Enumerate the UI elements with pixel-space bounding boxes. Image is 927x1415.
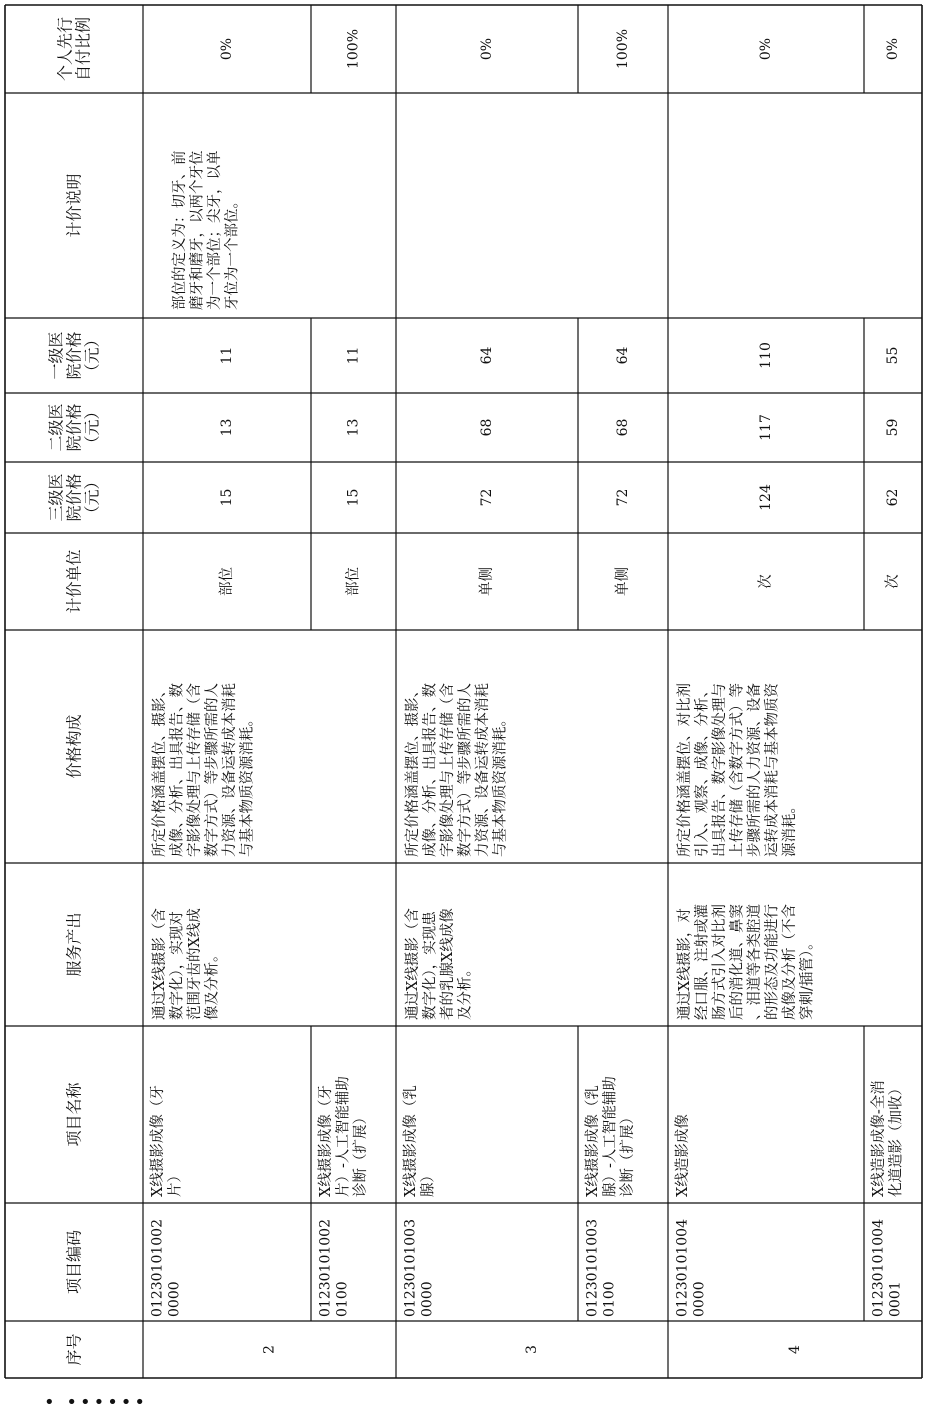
cell-unit: 单侧 (479, 567, 495, 596)
cell-name: X线造影成像 (674, 1114, 691, 1197)
cell-price1: 64 (479, 346, 495, 365)
cell-composition: 数字方式）等步骤所需的人 (204, 683, 221, 857)
cell-price3: 15 (219, 488, 235, 507)
cell-selfpay: 100% (345, 28, 362, 70)
cell-code: 0001 (887, 1281, 904, 1317)
cell-composition: 出具报告、数字影像处理与 (711, 683, 728, 857)
header-selfpay: 自付比例 (73, 16, 93, 82)
cell-service: 穿刺/插管）。 (799, 935, 816, 1020)
cell-name: 片）-人工智能辅助 (335, 1076, 352, 1197)
cell-selfpay: 0% (885, 37, 901, 61)
cell-service: 及分析。 (457, 962, 474, 1020)
cell-note: 为一个部位；尖牙，以单 (206, 150, 223, 310)
cell-service: 、泪道等各类腔道 (746, 904, 763, 1020)
cell-note: 部位的定义为：切牙、前 (171, 150, 188, 310)
header-price1: （元） (82, 331, 102, 380)
cell-composition: 上传存储（含数字方式）等 (729, 683, 746, 857)
cell-code: 0000 (166, 1281, 183, 1317)
cell-unit: 单侧 (615, 567, 631, 596)
header-unit: 计价单位 (64, 549, 84, 614)
cell-name: 诊断（扩展） (619, 1110, 636, 1197)
cell-name: X线摄影成像（乳 (402, 1085, 419, 1197)
cell-service: 像及分析。 (204, 947, 221, 1020)
cell-price2: 13 (345, 418, 362, 437)
cell-name: 腺）-人工智能辅助 (602, 1076, 619, 1197)
cell-price2: 68 (479, 418, 495, 437)
cell-service: 者的乳腺X线成像 (439, 908, 456, 1020)
cell-code: 01230101004 (674, 1219, 691, 1317)
table-cells (47, 17, 905, 1366)
footer-ellipsis: • •••••• (44, 1392, 149, 1413)
cell-price3: 15 (345, 488, 362, 507)
cell-service: 后的消化道、鼻窦 (729, 904, 746, 1020)
cell-price1: 55 (885, 346, 901, 365)
cell-composition: 所定价格涵盖摆位、对比剂 (676, 683, 693, 857)
cell-composition: 所定价格涵盖摆位、摄影、 (404, 683, 421, 857)
cell-name: X线摄影成像（乳 (584, 1085, 601, 1197)
cell-price3: 72 (479, 488, 495, 507)
cell-selfpay: 0% (219, 37, 235, 61)
header-price2: 二级医 (46, 403, 66, 452)
cell-unit: 部位 (219, 567, 235, 596)
cell-composition: 引入、观察、成像、分析、 (694, 683, 711, 857)
cell-name: 诊断（扩展） (352, 1110, 369, 1197)
cell-price1: 11 (219, 346, 235, 365)
cell-selfpay: 100% (615, 28, 631, 70)
cell-composition: 与基本物质资源消耗。 (239, 712, 256, 857)
header-price1: 一级医 (46, 331, 66, 380)
header-composition: 价格构成 (64, 714, 84, 779)
cell-composition: 源消耗。 (781, 799, 798, 857)
cell-code: 01230101002 (317, 1219, 334, 1317)
cell-note: 牙位为一个部位。 (224, 194, 241, 310)
cell-price1: 110 (758, 342, 774, 369)
header-price3: 院价格 (64, 473, 84, 522)
cell-selfpay: 0% (758, 37, 774, 61)
cell-composition: 字影像处理与上传存储（含 (439, 683, 456, 857)
cell-price2: 117 (758, 414, 774, 441)
cell-name: 腺） (420, 1168, 437, 1197)
cell-name: X线摄影成像（牙 (149, 1085, 166, 1197)
cell-code: 0100 (334, 1281, 351, 1317)
header-service: 服务产出 (64, 912, 84, 977)
cell-service: 通过X线摄影（含 (151, 908, 168, 1020)
cell-composition: 数字方式）等步骤所需的人 (457, 683, 474, 857)
cell-code: 0000 (419, 1281, 436, 1317)
cell-seq: 4 (787, 1345, 803, 1354)
cell-note: 磨牙和磨牙，以两个牙位 (189, 150, 206, 310)
cell-service: 肠方式引入对比剂 (711, 904, 728, 1020)
cell-price1: 11 (345, 346, 362, 365)
cell-service: 通过X线摄影，对 (676, 908, 693, 1020)
cell-service: 范围牙齿的X线成 (186, 908, 203, 1020)
cell-price3: 62 (885, 488, 901, 507)
cell-name: X线摄影成像（牙 (317, 1085, 334, 1197)
cell-code: 0100 (601, 1281, 618, 1317)
header-name: 项目名称 (64, 1082, 84, 1147)
cell-price2: 59 (885, 418, 901, 437)
cell-seq: 3 (524, 1345, 540, 1354)
cell-composition: 成像、分析、出具报告、数 (169, 683, 186, 857)
cell-composition: 力资源、设备运转成本消耗 (221, 683, 238, 857)
header-note: 计价说明 (64, 173, 84, 238)
cell-selfpay: 0% (479, 37, 495, 61)
header-seq: 序号 (64, 1333, 84, 1366)
cell-composition: 力资源、设备运转成本消耗 (474, 683, 491, 857)
cell-name: X线造影成像-全消 (870, 1080, 887, 1197)
cell-service: 的形态及功能进行 (764, 904, 781, 1020)
cell-composition: 成像、分析、出具报告、数 (422, 683, 439, 857)
header-price3: 三级医 (46, 473, 66, 522)
header-price2: （元） (82, 403, 102, 452)
cell-name: 化道造影（加收） (888, 1081, 905, 1197)
cell-name: 片） (167, 1168, 184, 1197)
header-selfpay: 个人先行 (55, 16, 75, 82)
cell-composition: 步骤所需的人力资源、设备 (746, 683, 763, 857)
cell-service: 通过X线摄影（含 (404, 908, 421, 1020)
cell-composition: 与基本物质资源消耗。 (492, 712, 509, 857)
cell-service: 数字化），实现对 (169, 911, 186, 1020)
cell-composition: 字影像处理与上传存储（含 (186, 683, 203, 857)
cell-service: 成像及分析（不含 (781, 904, 798, 1020)
header-price1: 院价格 (64, 331, 84, 380)
cell-code: 0000 (691, 1281, 708, 1317)
cell-price1: 64 (615, 346, 631, 365)
header-code: 项目编码 (64, 1229, 84, 1295)
cell-price2: 13 (219, 418, 235, 437)
cell-code: 01230101002 (149, 1219, 166, 1317)
cell-composition: 运转成本消耗与基本物质资 (764, 683, 781, 857)
cell-service: 经口服、注射或灌 (694, 904, 711, 1020)
cell-price3: 124 (758, 484, 774, 511)
cell-unit: 次 (885, 574, 901, 589)
cell-seq: 2 (261, 1345, 278, 1354)
cell-code: 01230101003 (402, 1219, 419, 1317)
cell-price2: 68 (615, 418, 631, 437)
cell-code: 01230101004 (870, 1219, 887, 1317)
cell-price3: 72 (615, 488, 631, 507)
header-price2: 院价格 (64, 403, 84, 452)
cell-unit: 部位 (345, 567, 362, 596)
cell-code: 01230101003 (584, 1219, 601, 1317)
cell-unit: 次 (758, 574, 774, 589)
header-price3: （元） (82, 473, 102, 522)
cell-composition: 所定价格涵盖摆位、摄影、 (151, 683, 168, 857)
cell-service: 数字化），实现患 (422, 911, 439, 1020)
